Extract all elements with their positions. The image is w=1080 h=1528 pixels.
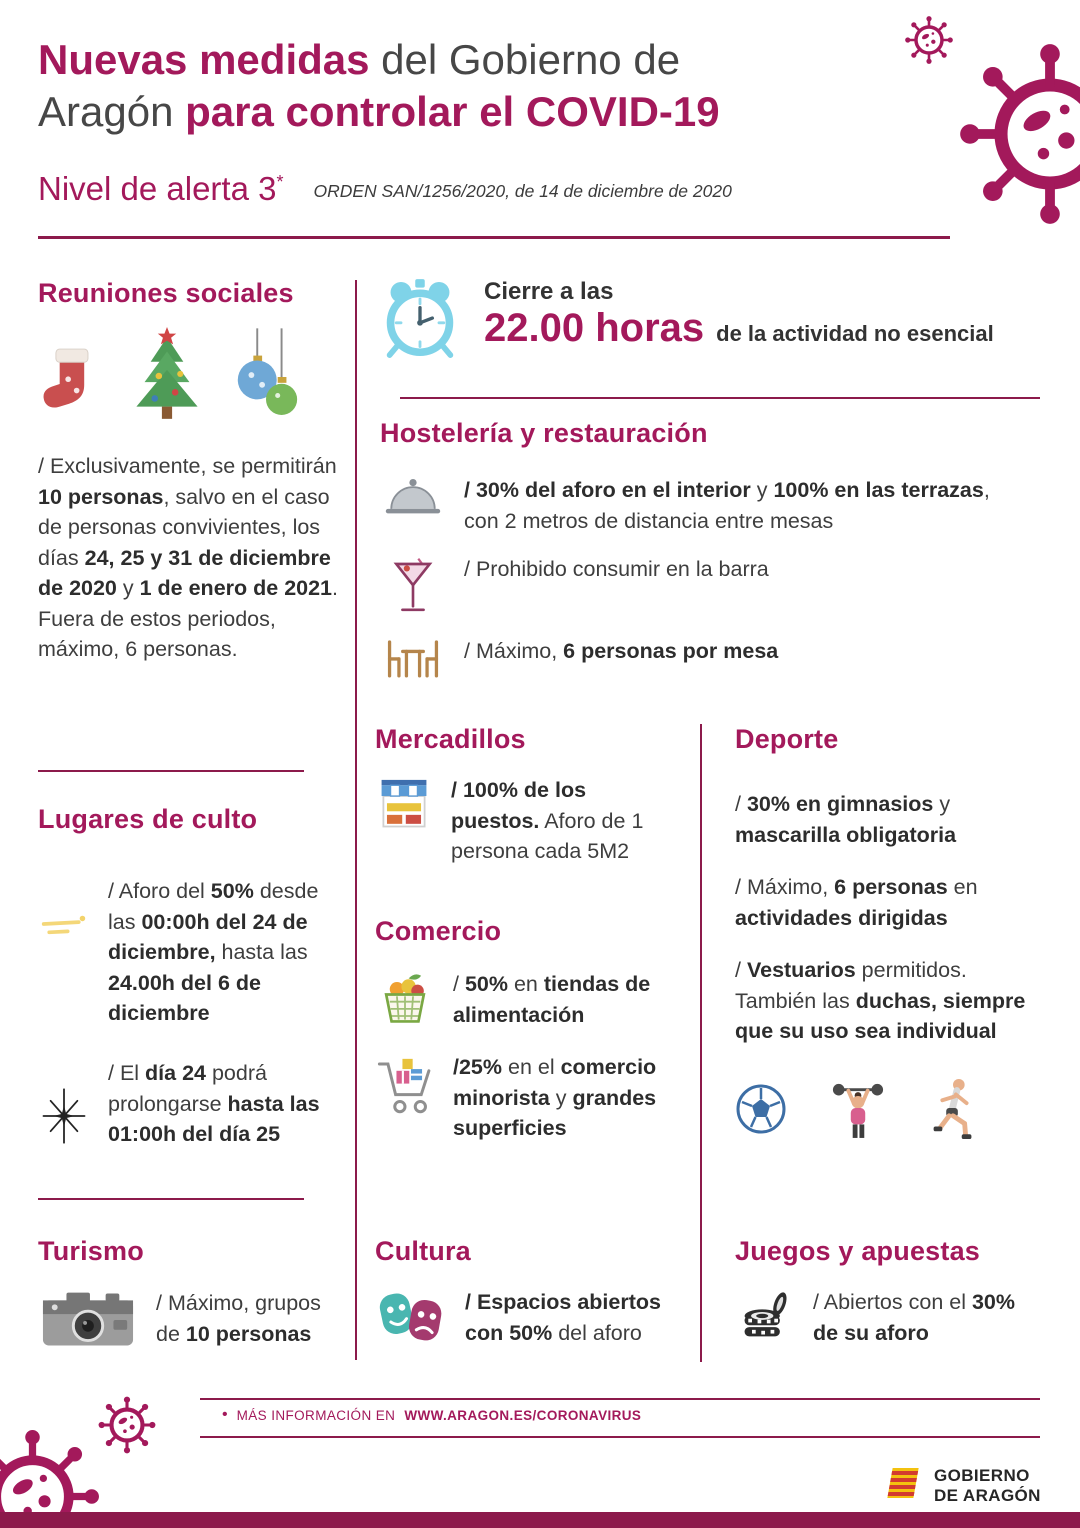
cloche-icon [380,475,446,521]
bottom-bar [0,1512,1080,1528]
juegos-item [735,1287,1047,1348]
christmas-tree-icon [124,325,210,427]
comercio-item-minorista [375,1052,695,1144]
deporte-gimnasios-text: / 30% en gimnasios y mascarilla obligatoria [735,792,957,847]
order-reference: ORDEN SAN/1256/2020, de 14 de diciembre de 2020 [313,181,732,201]
page-title: Nuevas medidas del Gobierno de Aragón para controlar el COVID-19 [38,36,720,136]
column-divider [700,724,702,1362]
cultura-item [375,1287,695,1348]
comercio-alimentacion-text: / 50% en tiendas de alimentación [453,972,651,1027]
deporte-vestuarios-text: / Vestuarios permitidos. También las duchas, siempre que su uso sea individual [735,958,1026,1044]
aragon-flag-icon [884,1466,924,1505]
turismo-text: / Máximo, grupos de 10 personas [156,1291,321,1346]
logo-text: GOBIERNO DE ARAGÓN [934,1466,1041,1505]
star-icon [38,1086,90,1146]
closing-time: 22.00 horas [484,306,705,350]
section-heading: Comercio [375,916,502,946]
culto-item-dia24 [38,1058,346,1150]
column-divider [355,280,357,1360]
closing-time-banner [382,276,1042,367]
gobierno-aragon-logo [884,1466,1041,1505]
mercadillos-text: / 100% de los puestos. Aforo de 1 persona cada 5M2 [451,778,644,864]
candle-glow-icon [38,904,90,944]
table-chairs-icon [380,636,446,680]
alarm-clock-icon [382,276,458,367]
section-heading: Mercadillos [375,724,526,754]
header-divider [38,236,950,239]
reuniones-text: / Exclusivamente, se permitirán 10 personas, salvo en el caso de personas convivientes, los días 24, 25 y 31 de diciembre de 2020 y 1 de enero de 2021. Fuera de estos periodos, máximo, 6 personas. [38,454,339,662]
culto-aforo-text: / Aforo del 50% desde las 00:00h del 24 de diciembre, hasta las 24.00h del 6 de diciembre [108,879,319,1026]
hosteleria-mesa-text: / Máximo, 6 personas por mesa [464,639,779,664]
poker-chips-icon [735,1287,795,1343]
section-juegos [735,1236,1047,1348]
section-deporte [735,724,1040,1146]
deporte-actividades-text: / Máximo, 6 personas en actividades dirigidas [735,875,978,930]
camera-icon [38,1288,138,1350]
virus-icon [952,26,1080,242]
section-mercadillos [375,724,680,867]
cocktail-icon [380,554,446,618]
section-heading: Reuniones sociales [38,278,294,308]
section-cultura [375,1236,695,1348]
hosteleria-aforo-text: / 30% del aforo en el interior y 100% en las terrazas, con 2 metros de distancia entre mesas [464,478,990,533]
section-reuniones-sociales [38,278,338,665]
hosteleria-item-barra [380,554,1042,618]
footer-divider [200,1398,1040,1400]
turismo-item [38,1288,348,1350]
comercio-item-alimentacion [375,969,695,1030]
hosteleria-barra-text: / Prohibido consumir en la barra [464,557,769,582]
christmas-icons-row [38,323,338,427]
soccer-ball-icon [735,1083,787,1140]
closing-suffix: de la actividad no esencial [716,321,994,346]
culto-dia24-text: / El día 24 podrá prolongarse hasta las 01:00h del día 25 [108,1061,320,1147]
section-hosteleria [380,418,1042,680]
section-heading: Juegos y apuestas [735,1236,981,1266]
section-divider [38,1198,304,1200]
hosteleria-item-aforo [380,475,1042,536]
comercio-minorista-text: /25% en el comercio minorista y grandes superficies [453,1055,657,1141]
footer-url: WWW.ARAGON.ES/CORONAVIRUS [404,1407,642,1423]
section-heading: Deporte [735,724,839,754]
virus-icon [903,14,955,66]
section-heading: Cultura [375,1236,471,1266]
theater-masks-icon [375,1287,447,1347]
alert-level: Nivel de alerta 3* [38,170,284,207]
mercadillos-item [375,775,680,867]
cultura-text: / Espacios abiertos con 50% del aforo [465,1290,661,1345]
section-comercio [375,916,695,1144]
virus-icon [96,1394,158,1456]
section-heading: Hostelería y restauración [380,418,708,448]
culto-item-aforo [38,876,346,1029]
section-divider [38,770,304,772]
bullet-icon: • [222,1406,228,1423]
closing-label: Cierre a las [484,278,614,305]
weightlifting-icon [831,1077,885,1146]
alert-level-row [38,170,732,208]
section-heading: Lugares de culto [38,804,258,834]
footer-divider [200,1436,1040,1438]
footer-info: • MÁS INFORMACIÓN EN WWW.ARAGON.ES/CORONAVIRUS [222,1406,642,1423]
market-stall-icon [375,775,433,835]
running-icon [929,1077,977,1146]
section-divider [400,397,1040,399]
grocery-basket-icon [375,969,435,1029]
stocking-icon [38,339,104,427]
shopping-cart-icon [375,1052,435,1122]
juegos-text: / Abiertos con el 30% de su aforo [813,1290,1015,1345]
hosteleria-item-mesa [380,636,1042,680]
sport-icons-row [735,1077,1040,1146]
baubles-icon [230,327,302,427]
section-heading: Turismo [38,1236,144,1266]
